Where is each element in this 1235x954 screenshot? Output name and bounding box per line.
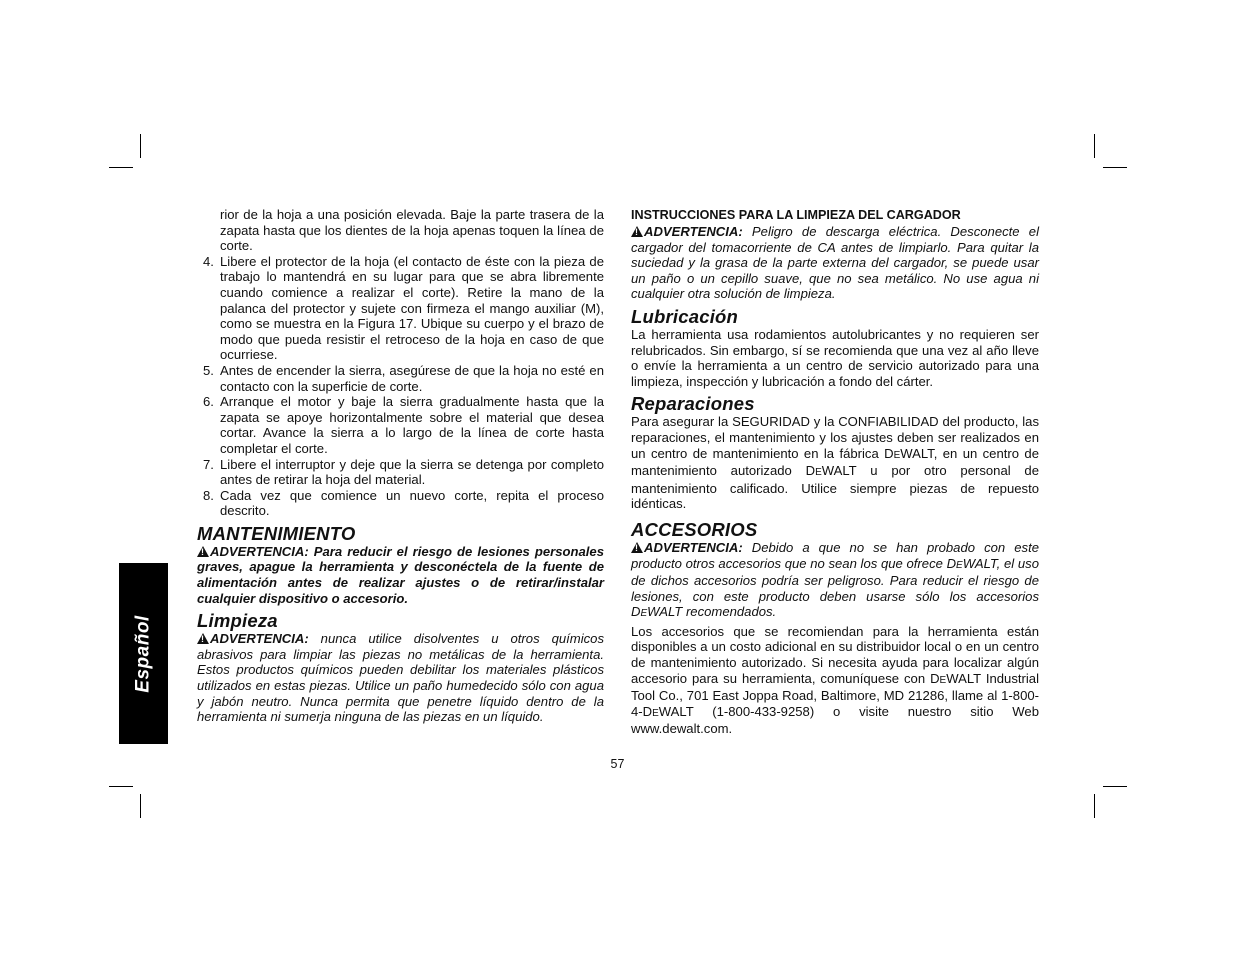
section-heading-reparaciones: Reparaciones [631,393,755,415]
warning-accesorios: !ADVERTENCIA: Debido a que no se han probado con este producto otros accesorios que no sean los que ofrece DEWALT, el uso de dichos accesorios podría ser peligroso. Para reducir el riesgo de lesiones, con este producto deben usarse sólo los accesorios DEWALT recomendados. [631,540,1039,622]
list-item: 8. Cada vez que comience un nuevo corte, repita el proceso descrito. [203,487,604,519]
warning-triangle-icon [197,633,209,644]
intro-paragraph: rior de la hoja a una posición elevada. Baje la parte trasera de la zapata hasta que los dientes de la hoja apenas toquen la línea de corte. [220,207,604,254]
warning-cargador: !ADVERTENCIA: Peligro de descarga eléctrica. Desconecte el cargador del tomacorriente de CA antes de limpiarlo. Para quitar la suciedad y la grasa de la parte externa del cargador, se puede usar un paño o un cepillo suave, que no sea metálico. No use agua ni cualquier otra solución de limpieza. [631,224,1039,302]
warning-triangle-icon [631,542,643,553]
language-tab-label: Español [132,614,154,693]
language-tab [119,563,168,744]
crop-mark [1103,167,1127,168]
section-heading-accesorios: ACCESORIOS [631,518,758,540]
crop-mark [1094,134,1095,158]
section-heading-cargador: INSTRUCCIONES PARA LA LIMPIEZA DEL CARGADOR [631,208,961,222]
warning-triangle-icon [631,226,643,237]
accesorios-paragraph: Los accesorios que se recomiendan para la herramienta están disponibles a un costo adicional en su distribuidor local o en un centro de mantenimiento autorizado. Si necesita ayuda para localizar algún accesorio para su herramienta, comuníquese con DEWALT Industrial Tool Co., 701 East Joppa Road, Baltimore, MD 21286, llame al 1-800-4-DEWALT (1-800-433-9258) o visite nuestro sitio Web www.dewalt.com. [631,623,1039,737]
list-item: 6. Arranque el motor y baje la sierra gradualmente hasta que la zapata se apoye horizontalmente sobre el material que desea cortar. Avance la sierra a lo largo de la línea de corte hasta completar el corte. [203,394,604,456]
crop-mark [109,167,133,168]
left-column [197,207,604,725]
warning-mantenimiento: !ADVERTENCIA: Para reducir el riesgo de lesiones personales graves, apague la herramienta y desconéctela de la fuente de alimentación antes de realizar ajustes o de retirar/instalar cualquier dispositivo o accesorio. [197,544,604,606]
warning-limpieza: !ADVERTENCIA: nunca utilice disolventes u otros químicos abrasivos para limpiar las piezas no metálicas de la herramienta. Estos productos químicos pueden debilitar los materiales plásticos utilizados en estas piezas. Utilice un paño humedecido sólo con agua y jabón neutro. Nunca permita que penetre líquido dentro de la herramienta ni sumerja ninguna de las piezas en un líquido. [197,631,604,725]
crop-mark [109,786,133,787]
crop-mark [1094,794,1095,818]
crop-mark [1103,786,1127,787]
section-heading-mantenimiento: MANTENIMIENTO [197,522,356,544]
list-item: 7. Libere el interruptor y deje que la sierra se detenga por completo antes de retirar la hoja del material. [203,456,604,488]
section-heading-lubricacion: Lubricación [631,305,739,327]
list-item: 4. Libere el protector de la hoja (el contacto de éste con la pieza de trabajo lo mantendrá en su lugar para que se abra libremente cuando comience a realizar el corte). Retire la mano de la palanca del protector y sujete con firmeza el mango auxiliar (M), como se muestra en la Figura 17. Ubique su cuerpo y el brazo de modo que pueda resistir el retroceso de la hoja en caso de que ocurriese. [203,253,604,363]
section-heading-limpieza: Limpieza [197,610,278,632]
right-column [631,207,1039,737]
steps-list [197,254,604,519]
lubricacion-paragraph: La herramienta usa rodamientos autolubricantes y no requieren ser relubricados. Sin embargo, sí se recomienda que una vez al año lleve o envíe la herramienta a un centro de servicio autorizado para una limpieza, inspección y lubricación a fondo del cárter. [631,326,1039,389]
page-number: 57 [610,757,625,771]
reparaciones-paragraph: Para asegurar la SEGURIDAD y la CONFIABILIDAD del producto, las reparaciones, el mantenimiento y los ajustes deben ser realizados en un centro de mantenimiento en la fábrica DEWALT, en un centro de mantenimiento autorizado DEWALT u por otro personal de mantenimiento calificado. Utilice siempre piezas de repuesto idénticas. [631,414,1039,512]
crop-mark [140,794,141,818]
warning-triangle-icon [197,546,209,557]
crop-mark [140,134,141,158]
list-item: 5. Antes de encender la sierra, asegúrese de que la hoja no esté en contacto con la superficie de corte. [203,362,604,394]
